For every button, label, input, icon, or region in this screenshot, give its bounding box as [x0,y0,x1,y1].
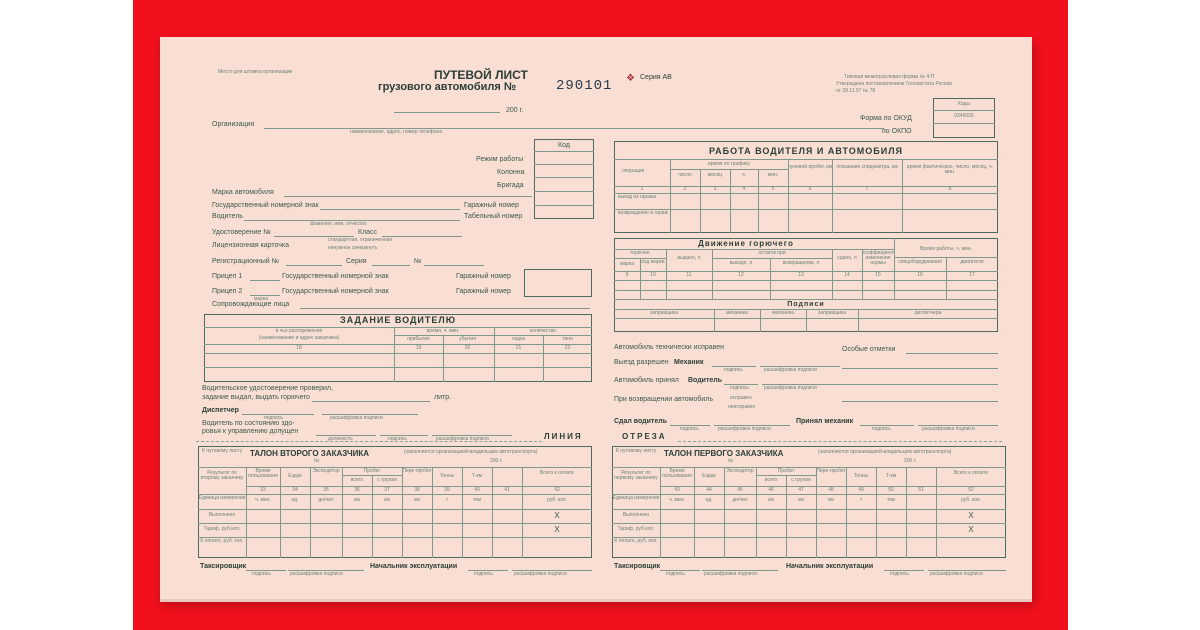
stub1-unit-t: т [859,497,863,503]
stub2-chief-sign: подпись [474,571,493,577]
stub2-unit-km1: км [354,497,360,503]
form-subtitle: грузового автомобиля № [378,81,517,93]
stub1-taxi-label: Таксировщик [614,563,661,570]
stub1-tariff: Тариф, руб.коп. [617,526,655,532]
stub2-x2: X [554,525,560,534]
stub2-transit: Пере-пробег [402,468,432,474]
stub1-title: ТАЛОН ПЕРВОГО ЗАКАЗЧИКА [664,449,784,458]
date-year: 200 г. [506,107,524,114]
approved-line2: от 28.11.97 № 78 [836,88,876,94]
liters-label: литр. [434,394,452,401]
form-title: ПУТЕВОЙ ЛИСТ [434,68,528,82]
trailer1-garage-label: Гаражный номер [456,273,511,280]
lic-card-hint: стандартная, ограниченная [328,237,393,243]
checked-label: Водительское удостоверение проверил, [202,385,333,392]
stub2-topay: К оплате, руб. коп. [200,538,244,544]
fuel-code: код марки [641,259,665,265]
work-n5: 5 [771,186,775,192]
exit-ok-label: Выезд разрешен [614,359,669,366]
gave-driver-label: Сдал водитель [614,418,667,425]
stub2-n33: 33 [260,487,266,493]
fuel-n10: 10 [650,272,656,278]
work-schedule: время по графику [708,161,750,167]
column-label: Колонна [497,169,525,176]
stub1-rides: Ездки [702,473,716,479]
trailer1-label: Прицеп 1 [212,273,243,280]
stub2-n40: 40 [474,487,480,493]
stub2-taxi-sign: подпись [252,571,271,577]
trailer1-reg-label: Государственный номерной знак [282,273,389,280]
stub2-note: (заполняется организацией-владельцем автотранспорта) [404,449,538,455]
stub2-n37: 37 [384,487,390,493]
stub1-unit-row: Единица измерения [612,495,660,501]
okpo-label: по ОКПО [882,128,912,135]
stamp-place-label: Место для штампа организации [218,69,293,75]
class-label: Класс [358,229,378,236]
took-mechanic-label: Принял механик [796,418,854,425]
stub1-x1: X [968,511,974,520]
task-n19: 19 [415,345,422,351]
stub1-unit-exp: дн/чел [732,497,748,503]
stub1-n46: 46 [768,487,774,493]
lic-card-label: Лицензионная карточка [212,242,290,249]
stub1-n51: 51 [918,487,924,493]
stub1-expeditor: Экспедитор [726,468,754,474]
stub1-done: Выполнено [622,512,650,518]
task-col-trips: ездок [512,336,525,342]
stub1-unit-time: ч. мин. [669,497,685,503]
stub2-run: Пробег [363,468,381,474]
trailer2-reg-label: Государственный номерной знак [282,288,389,295]
stub1-n43: 43 [674,487,680,493]
on-return-label: При возвращении автомобиль [614,396,713,403]
work-n6: 6 [808,186,812,192]
stub2-to-list: К путевому листу [202,448,243,454]
seria-label: Серия [346,258,367,265]
dispatcher-sign-hint: подпись [264,415,283,421]
work-n8: 8 [948,186,952,192]
task-col-to: в чье распоряжение [275,328,323,334]
gave-sign-hint: подпись [680,426,699,432]
bad-label: неисправен [728,404,756,410]
task-title: ЗАДАНИЕ ВОДИТЕЛЮ [340,315,456,325]
codes-label: Коды [957,101,971,107]
good-label: исправен [730,395,752,401]
stub2-time: Время пользования [248,468,278,479]
accepted-decode-hint: расшифровка подписи [764,385,817,391]
reg-sign-label: Государственный номерной знак [212,202,319,209]
stub1-n50: 50 [888,487,894,493]
stub2-unit-km2: км [384,497,390,503]
stub2-n42: 42 [554,487,560,493]
kod-label: Код [558,142,570,149]
stub1-topay: К оплате, руб. коп. [614,538,658,544]
task-n21: 21 [515,345,522,351]
stub1-chief-decode: расшифровка подписи [930,571,983,577]
work-actual: время фактическое, число, месяц, ч. мин. [907,164,993,175]
task-col-tons: тонн [562,336,573,342]
stub2-tariff: Тариф, руб.коп. [203,526,241,532]
stub2-tkm: Т-км [471,473,483,479]
stub1-chief-label: Начальник эксплуатации [786,563,874,570]
form-number: 290101 [556,78,613,94]
fuel-n17: 17 [969,272,975,278]
stub1-tkm: Т-км [885,473,897,479]
stub1-taxi-decode: расшифровка подписи [704,571,757,577]
stub1-n49: 49 [858,487,864,493]
stub2-expeditor: Экспедитор [312,468,340,474]
fuel-col: горючее [630,250,650,256]
work-n7: 7 [865,186,869,192]
task-col-time: время, ч. мин. [426,328,460,334]
driver-hint: фамилия, имя, отчество [310,221,367,227]
accepted-sign-hint: подпись [730,385,749,391]
reg-no-label: Регистрационный № [212,258,280,265]
task-n18: 18 [296,345,302,351]
exit-mechanic-label: Механик [674,359,704,366]
exit-decode-hint: расшифровка подписи [764,367,817,373]
fuel-rest-out: выезде, л [729,260,753,266]
waybill-form [160,37,1032,599]
stub2-unit-time: ч. мин. [255,497,271,503]
stub1-unit-tkm: ткм [887,497,895,503]
stub2-unit-row: Единица измерения [198,495,246,501]
fuel-rest: остаток при [758,250,786,256]
stub2-rides: Ездки [288,473,302,479]
brigade-label: Бригада [497,182,524,189]
okud-code: 0345005 [954,113,974,119]
fuel-n13: 13 [798,272,804,278]
fuel-dispatcher: диспетчера [914,310,942,316]
fuel-n12: 12 [738,272,744,278]
okud-label: Форма по ОКУД [860,115,912,122]
special-marks-label: Особые отметки [842,346,896,353]
stub1-loaded: с грузом [791,477,811,483]
work-hour: ч. [742,172,746,178]
stub1-no: № [728,458,734,464]
work-n1: 1 [640,186,644,192]
fuel-title: Движение горючего [698,239,794,248]
accepted-label: Автомобиль принял [614,377,679,384]
stub1-result: Результат по первому заказчику [614,470,658,481]
stub2-total: всего [350,477,364,483]
stub1-n52: 52 [968,487,974,493]
work-day: число [678,172,692,178]
mode-label: Режим работы [476,156,524,163]
fuel-special: спецоборудования [898,259,942,265]
no-label: № [414,258,422,265]
fuel-mechanic1: механика [726,310,748,316]
took-decode-hint: расшифровка подписи [922,426,975,432]
work-min: мин. [767,172,779,178]
trailer-code-box [524,269,592,297]
task-col-qty: количество [529,328,557,334]
stub1-n48: 48 [828,487,834,493]
work-out: выезд из гаража [618,194,657,200]
can-drive2-label: ровья к управлению допущен [202,428,299,435]
task-col-dep: убытия [459,336,476,342]
stub1-pay: Всего к оплате [953,470,989,476]
stub1-time: Время пользования [662,468,692,479]
stub1-note: (заполняется организацией-владельцем автотранспорта) [818,449,952,455]
fuel-engine: двигателя [960,259,984,265]
work-month: месяц [707,172,723,178]
lic-card-hint2: ненужное зачеркнуть [328,245,378,251]
car-brand-label: Марка автомобиля [212,189,274,196]
fuel-n14: 14 [844,272,850,278]
stub1-total: всего [764,477,778,483]
fuel-refueler2: заправщика [818,310,846,316]
stub1-n45: 45 [737,487,743,493]
fuel-n9: 9 [625,272,629,278]
stub2-n34: 34 [292,487,298,493]
stub2-n39: 39 [444,487,450,493]
exit-sign-hint: подпись [724,367,743,373]
task-n20: 20 [464,345,471,351]
stub2-unit-exp: дн/чел [318,497,334,503]
fuel-issued: выдано, л [677,255,701,261]
task-n22: 22 [564,345,571,351]
org-label: Организация [212,121,255,128]
trailer2-garage-label: Гаражный номер [456,288,511,295]
stub2-unit-t: т [445,497,449,503]
stub2-unit-rub: руб. коп. [546,497,568,503]
fuel-coef: коэффициент изменения нормы [862,250,895,266]
task-col-arr: прибытия [407,336,430,342]
cut-word: ОТРЕЗА [622,432,667,441]
stub1-unit-km2: км [798,497,804,503]
fuel-mechanic2: механика [772,310,794,316]
medic-decode-hint: расшифровка подписи [436,436,489,442]
stub2-unit-tkm: ткм [473,497,481,503]
stub1-unit-rub: руб. коп. [960,497,982,503]
cut-line-word: ЛИНИЯ [544,432,583,441]
license-label: Удостоверение № [212,229,271,236]
approved-line1: Утверждена постановлением Госкомстата России [836,81,952,87]
position-hint: должность [328,436,353,442]
series-label: Серия АВ [640,74,672,81]
stub2-chief-decode: расшифровка подписи [514,571,567,577]
stub2-done: Выполнено [208,512,236,518]
stub2-n35: 35 [323,487,329,493]
marka-hint: марка [254,296,269,302]
fuel-n15: 15 [875,272,881,278]
stub1-unit-km3: км [828,497,834,503]
fuel-n16: 16 [917,272,923,278]
stub2-pay: Всего к оплате [539,470,575,476]
fuel-given: сдано, л [837,255,857,261]
stub2-taxi-label: Таксировщик [200,563,247,570]
fuel-engine-time: Время работы, ч. мин. [920,246,972,252]
stub1-x2: X [968,525,974,534]
dispatcher-decode-hint: расшифровка подписи [330,415,383,421]
tech-ok-label: Автомобиль технически исправен [614,344,725,351]
trailer2-label: Прицеп 2 [212,288,243,295]
work-n4: 4 [742,186,746,192]
stub2-n38: 38 [414,487,420,493]
escort-label: Сопровождающие лица [212,301,290,308]
task-col-to2: (наименование и адрес заказчика) [258,335,340,341]
stub2-n41: 41 [504,487,510,493]
stub1-date: 200 г. [904,458,917,464]
stub2-chief-label: Начальник эксплуатации [370,563,458,570]
emblem-icon: ❖ [626,73,635,84]
stub2-x1: X [554,511,560,520]
fuel-marka: марка [619,261,635,267]
stub1-chief-sign: подпись [890,571,909,577]
tab-no-label: Табельный номер [464,213,523,220]
stub1-n47: 47 [798,487,804,493]
work-title: РАБОТА ВОДИТЕЛЯ И АВТОМОБИЛЯ [708,146,904,156]
stub1-tons: Тонны [853,473,869,479]
stub1-unit-km1: км [768,497,774,503]
stub2-tons: Тонны [439,473,455,479]
work-zero-run: нулевой пробег, км [788,164,832,170]
stub2-n36: 36 [354,487,360,493]
fuel-rest-ret: возвращении, л [782,260,820,266]
fuel-refueler: заправщика [650,310,678,316]
stub2-unit-rides: ед. [291,497,299,503]
stub2-date: 200 г. [490,458,503,464]
garage-no-label: Гаражный номер [464,202,519,209]
accepted-driver-label: Водитель [688,377,723,384]
stub1-unit-rides: ед. [705,497,713,503]
stub1-n44: 44 [706,487,712,493]
work-operation: операция [622,168,645,174]
driver-label: Водитель [212,213,243,220]
org-hint: наименование, адрес, номер телефона [350,129,443,135]
work-odometer: показание спидометра, км [836,164,898,170]
stub2-no: № [314,458,320,464]
stub2-result: Результат по второму заказчику [200,470,244,481]
work-n2: 2 [683,186,687,192]
work-ret: возвращение в гараж [618,210,668,216]
can-drive-label: Водитель по состоянию здо- [202,420,295,427]
stub2-taxi-decode: расшифровка подписи [290,571,343,577]
stub1-to-list: К путевому листу [616,448,657,454]
issued-label: задание выдал, выдать горючего [202,394,310,401]
dispatcher-label: Диспетчер [202,407,239,414]
gave-decode-hint: расшифровка подписи [718,426,771,432]
fuel-signs: Подписи [787,301,825,308]
form-note: Типовая межотраслевая форма № 4-П [844,74,935,80]
fuel-n11: 11 [686,272,692,278]
stub1-run: Пробег [777,468,795,474]
stub2-loaded: с грузом [377,477,397,483]
stub2-title: ТАЛОН ВТОРОГО ЗАКАЗЧИКА [250,449,369,458]
work-n3: 3 [713,186,717,192]
medic-sign-hint: подпись [388,436,407,442]
took-sign-hint: подпись [872,426,891,432]
stub1-transit: Пере-пробег [816,468,846,474]
stub2-unit-km3: км [414,497,420,503]
stub1-taxi-sign: подпись [666,571,685,577]
